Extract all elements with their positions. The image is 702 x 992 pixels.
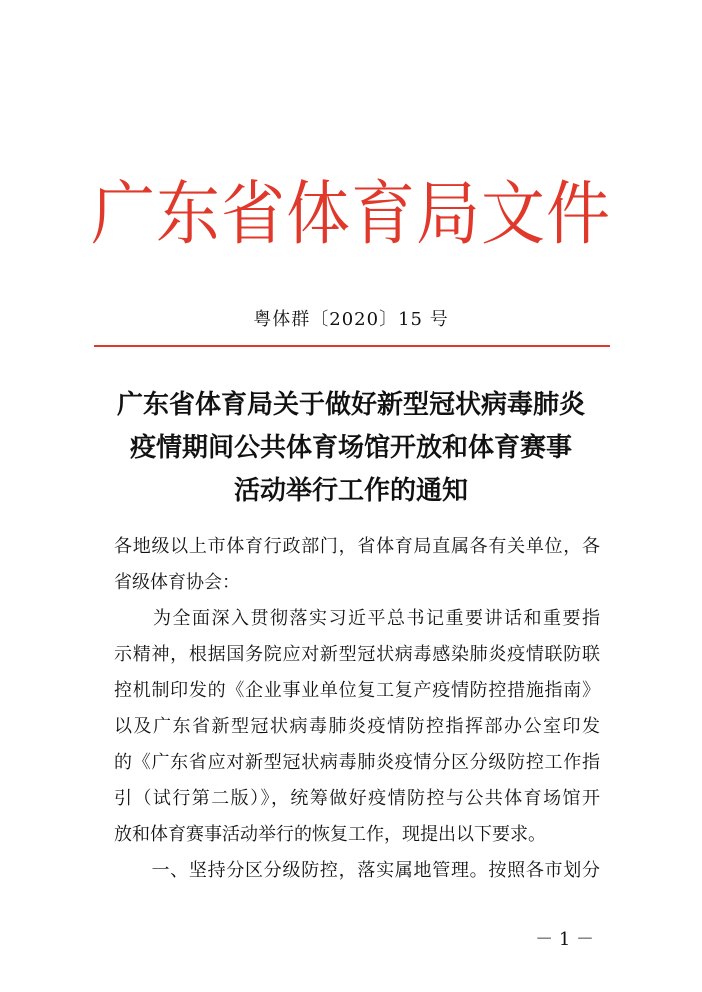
paragraph-line: 示精神，根据国务院应对新型冠状病毒感染肺炎疫情联防联 <box>114 644 600 665</box>
issuer-title: 广东省体育局文件 <box>91 175 611 255</box>
recipients-line: 各地级以上市体育行政部门，省体育局直属各有关单位，各 <box>114 536 600 557</box>
recipients-line: 省级体育协会： <box>114 572 240 593</box>
body-text <box>114 529 600 889</box>
paragraph-line: 控机制印发的《企业事业单位复工复产疫情防控措施指南》 <box>114 680 600 701</box>
paragraph-line: 为全面深入贯彻落实习近平总书记重要讲话和重要指 <box>114 608 600 629</box>
notice-title-line: 疫情期间公共体育场馆开放和体育赛事 <box>129 433 572 463</box>
paragraph-line: 引（试行第二版）》，统筹做好疫情防控与公共体育场馆开 <box>114 788 600 809</box>
paragraph-line: 以及广东省新型冠状病毒肺炎疫情防控指挥部办公室印发 <box>114 716 600 737</box>
notice-title-line: 活动举行工作的通知 <box>233 476 468 506</box>
paragraph-line: 放和体育赛事活动举行的恢复工作，现提出以下要求。 <box>114 824 546 845</box>
document-number: 粤体群〔2020〕15 号 <box>253 309 449 330</box>
notice-title-line: 广东省体育局关于做好新型冠状病毒肺炎 <box>116 390 585 420</box>
page-number: － 1 － <box>535 929 594 950</box>
notice-title <box>80 384 622 513</box>
red-divider-line <box>94 345 610 347</box>
paragraph-line: 的《广东省应对新型冠状病毒肺炎疫情分区分级防控工作指 <box>114 752 600 773</box>
section-heading-line: 一、坚持分区分级防控，落实属地管理。按照各市划分 <box>114 860 600 881</box>
